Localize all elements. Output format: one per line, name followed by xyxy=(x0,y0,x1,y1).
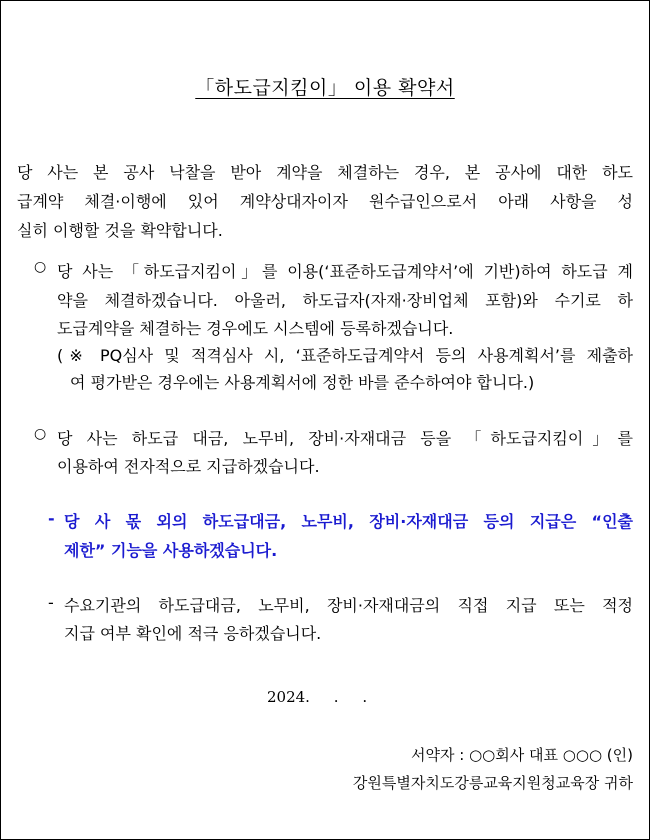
signature-date: 2024. . . xyxy=(267,688,368,706)
item1-note-line-2: 여 평가받은 경우에는 사용계획서에 정한 바를 준수하여야 합니다.) xyxy=(70,373,535,392)
item2-line-2: 이용하여 전자적으로 지급하겠습니다. xyxy=(57,457,320,476)
intro-line-3: 실히 이행할 것을 확약합니다. xyxy=(17,221,223,240)
item2-bullet: ○ xyxy=(34,426,47,442)
sub1-line-2: 제한” 기능을 사용하겠습니다. xyxy=(64,541,278,560)
document-title: 「하도급지킴이」 이용 확약서 xyxy=(195,77,455,99)
intro-line-1: 당 사는 본 공사 낙찰을 받아 계약을 체결하는 경우, 본 공사에 대한 하도 xyxy=(17,163,633,182)
item1-line-1: 당 사는 「하도급지킴이」를 이용(‘표준하도급계약서’에 기반)하여 하도급 계 xyxy=(57,262,633,281)
sub2-line-2: 지급 여부 확인에 적극 응하겠습니다. xyxy=(64,624,322,643)
item1-line-3: 도급계약을 체결하는 경우에도 시스템에 등록하겠습니다. xyxy=(57,319,454,338)
item1-line-2: 약을 체결하겠습니다. 아울러, 하도급자(자재·장비업체 포함)와 수기로 하 xyxy=(57,291,633,310)
addressee-line: 강원특별자치도강릉교육지원청교육장 귀하 xyxy=(352,774,633,792)
item2-line-1: 당 사는 하도급 대금, 노무비, 장비·자재대금 등을 「하도급지킴이」를 xyxy=(57,429,633,448)
item1-bullet: ○ xyxy=(34,259,47,275)
signer-line: 서약자 : ○○회사 대표 ○○○ (인) xyxy=(411,746,633,764)
sub1-line-1: 당 사 몫 외의 하도급대금, 노무비, 장비·자재대금 등의 지급은 “인출 xyxy=(64,512,633,531)
sub1-bullet: - xyxy=(48,509,55,528)
intro-line-2: 급계약 체결·이행에 있어 계약상대자이자 원수급인으로서 아래 사항을 성 xyxy=(17,192,633,211)
sub2-bullet: - xyxy=(48,593,54,612)
item1-note-line-1: (※ PQ심사 및 적격심사 시, ‘표준하도급계약서 등의 사용계획서’를 제출하 xyxy=(57,346,633,365)
sub2-line-1: 수요기관의 하도급대금, 노무비, 장비·자재대금의 직접 지급 또는 적정 xyxy=(64,596,633,615)
